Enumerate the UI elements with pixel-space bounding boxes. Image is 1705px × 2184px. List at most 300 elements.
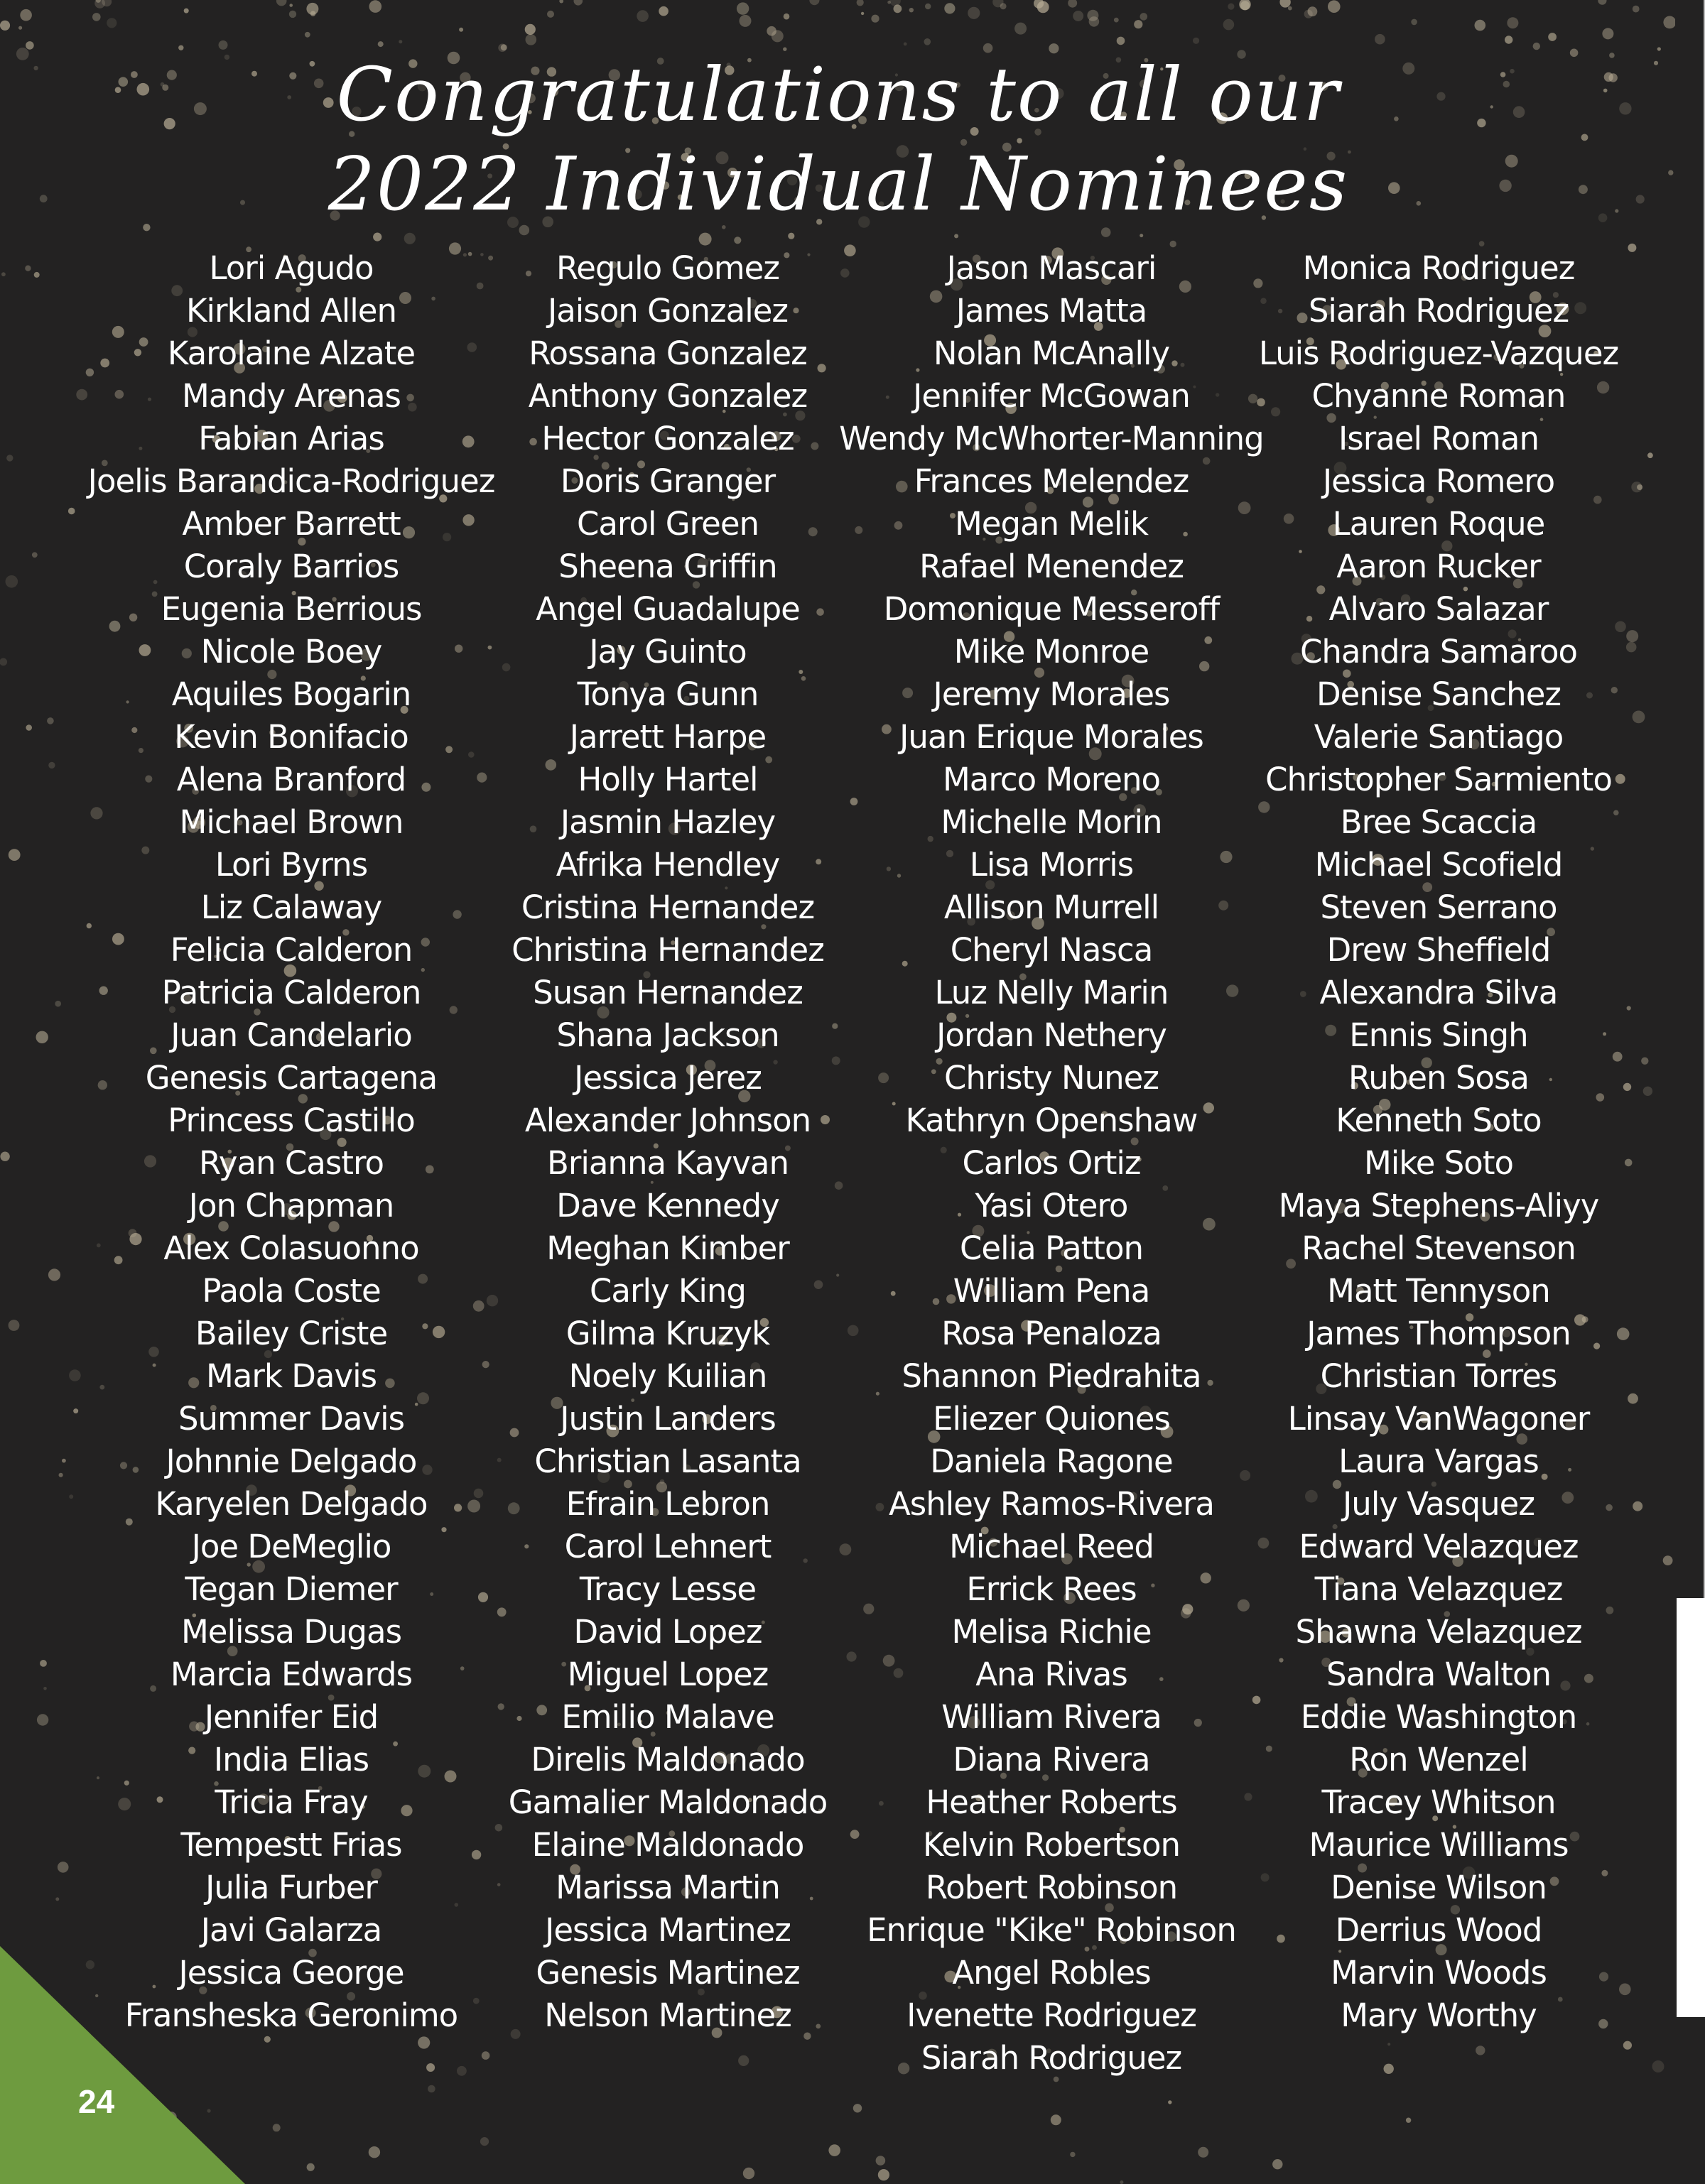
nominee-name: Javi Galarza [200,1911,382,1949]
sparkle-dot [1114,18,1119,23]
nominee-name: Mark Davis [205,1357,377,1395]
nominee-name: Aquiles Bogarin [171,675,411,713]
sparkle-dot [482,2051,490,2060]
nominee-name: Patricia Calderon [161,974,421,1011]
nominee-name: Marco Moreno [942,761,1161,798]
nominee-name: Israel Roman [1338,420,1539,457]
sparkle-dot [107,18,117,28]
nominee-name: Michael Scofield [1314,846,1563,884]
sparkle-dot [184,9,189,13]
nominee-name: Holly Hartel [578,761,758,798]
sparkle-dot [699,233,712,246]
sparkle-dot [1037,1,1049,13]
sparkle-dot [26,41,34,50]
sparkle-dot [1134,20,1142,28]
sparkle-dot [1384,2064,1394,2074]
sparkle-dot [734,237,741,244]
nominee-name: Eugenia Berrious [161,590,422,628]
nominee-name: Lisa Morris [969,846,1134,884]
sparkle-dot [1548,33,1557,41]
nominee-name: Jasmin Hazley [560,803,776,841]
nominee-name: Enrique "Kike" Robinson [867,1911,1236,1949]
nominee-name: William Pena [953,1272,1150,1310]
sparkle-dot [480,2137,489,2146]
sparkle-dot [26,724,32,731]
sparkle-dot [1507,17,1518,28]
sparkle-dot [92,13,101,21]
nominee-name: Ron Wenzel [1349,1741,1528,1778]
sparkle-dot [36,1031,48,1043]
nominee-name: Jessica George [178,1954,404,1992]
nominee-name: Drew Sheffield [1326,931,1551,969]
sparkle-dot [37,1714,48,1725]
sparkle-dot [0,21,10,31]
nominee-name: Anthony Gonzalez [528,377,808,415]
nominee-name: Shannon Piedrahita [902,1357,1201,1395]
sparkle-dot [69,1494,73,1499]
nominee-name: Kathryn Openshaw [905,1102,1198,1139]
sparkle-dot [559,0,563,4]
nominee-name: Heather Roberts [926,1783,1177,1821]
nominee-name: Luis Rodriguez-Vazquez [1258,335,1619,372]
nominee-name: Bree Scaccia [1340,803,1537,841]
sparkle-dot [373,233,381,241]
sparkle-dot [925,4,931,9]
nominee-name: Megan Melik [954,505,1149,543]
sparkle-dot [954,234,958,238]
sparkle-dot [369,0,382,13]
nominee-name: Ashley Ramos-Rivera [889,1485,1214,1523]
nominee-name: Juan Erique Morales [899,718,1203,756]
nominee-name: Marcia Edwards [170,1656,413,1693]
nominee-name: Jason Mascari [946,249,1157,287]
nominee-name: Jon Chapman [188,1187,394,1224]
sparkle-dot [289,4,293,7]
sparkle-dot [887,1,891,4]
sparkle-dot [944,3,955,13]
sparkle-dot [904,43,907,46]
sparkle-dot [909,8,914,12]
sparkle-dot [574,0,583,6]
sparkle-dot [1479,241,1485,246]
page-edge-dark-top [1675,0,1705,1598]
nominee-name: Joe DeMeglio [191,1528,391,1565]
sparkle-dot [58,1862,69,1873]
nominee-name: Gilma Kruzyk [565,1315,770,1352]
nominee-name: Christian Lasanta [534,1443,801,1480]
nominee-name: Yasi Otero [975,1187,1128,1224]
nominee-name: Ivenette Rodriguez [906,1996,1196,2034]
sparkle-dot [828,2144,840,2156]
nominee-name: Kenneth Soto [1336,1102,1542,1139]
nominee-name: Amber Barrett [182,505,401,543]
sparkle-dot [48,1268,60,1281]
nominee-name: Felicia Calderon [170,931,413,969]
sparkle-dot [861,12,864,15]
nominee-name: Lori Agudo [209,249,374,287]
nominee-name: Derrius Wood [1335,1911,1542,1949]
nominee-name: Frances Melendez [914,462,1189,500]
nominee-name: Tricia Fray [215,1783,368,1821]
sparkle-dot [289,11,296,18]
sparkle-dot [378,41,384,47]
sparkle-dot [737,2,749,14]
sparkle-dot [459,28,463,32]
sparkle-dot [273,2124,281,2131]
page-edge-dark-bottom [1677,2017,1705,2184]
nominee-name: Tegan Diemer [185,1570,398,1608]
nominee-name: Christian Torres [1320,1357,1557,1395]
nominee-name: Elaine Maldonado [531,1826,804,1864]
sparkle-dot [1068,0,1077,8]
nominee-name: Christy Nunez [944,1059,1159,1097]
sparkle-dot [1140,13,1148,21]
sparkle-dot [1101,227,1111,237]
nominee-name: Valerie Santiago [1314,718,1564,756]
nominee-column-3 [835,247,1268,2080]
sparkle-dot [369,2146,380,2158]
nominee-name: William Rivera [941,1698,1162,1736]
sparkle-dot [276,0,287,6]
nominee-name: Carol Green [576,505,759,543]
nominee-name: Joelis Barandica-Rodriguez [87,462,495,500]
nominee-name: Tracy Lesse [579,1570,757,1608]
sparkle-dot [59,1473,63,1477]
nominee-name: Regulo Gomez [556,249,779,287]
sparkle-dot [784,13,790,20]
sparkle-dot [1014,23,1027,35]
sparkle-dot [219,40,228,50]
nominee-name: Genesis Martinez [536,1954,800,1992]
nominee-name: Jennifer Eid [204,1698,379,1736]
nominee-name: Meghan Kimber [546,1229,789,1267]
nominee-name: Mike Soto [1363,1144,1514,1182]
nominee-name: Susan Hernandez [533,974,803,1011]
sparkle-dot [853,2104,862,2112]
nominee-name: Angel Robles [952,1954,1151,1992]
sparkle-dot [0,658,7,666]
nominee-name: Domonique Messeroff [883,590,1220,628]
nominee-name: Karyelen Delgado [155,1485,428,1523]
nominee-name: Jordan Nethery [936,1016,1167,1054]
sparkle-dot [1168,2100,1171,2104]
sparkle-dot [55,1001,61,1007]
nominee-name: Diana Rivera [953,1741,1150,1778]
sparkle-dot [1505,36,1512,43]
sparkle-dot [62,1459,66,1463]
sparkle-dot [94,0,105,9]
sparkle-dot [40,1660,47,1667]
sparkle-dot [1193,38,1199,44]
nominee-name: Ana Rivas [975,1656,1127,1693]
sparkle-dot [1663,1555,1673,1565]
nominee-name: Paola Coste [202,1272,381,1310]
nominee-name: Sandra Walton [1326,1656,1551,1693]
sparkle-dot [9,849,21,861]
sparkle-dot [1198,2147,1208,2158]
green-corner-triangle [0,1946,245,2184]
nominee-name: Karolaine Alzate [167,335,416,372]
nominee-column-2 [455,247,881,2037]
sparkle-dot [305,32,310,38]
sparkle-dot [306,3,318,15]
sparkle-dot [1598,0,1606,5]
nominee-name: James Matta [956,292,1147,330]
sparkle-dot [526,34,537,45]
nominee-name: Lori Byrns [215,846,368,884]
nominee-name: Marissa Martin [556,1869,780,1906]
sparkle-dot [426,2063,435,2072]
title-line-1: Congratulations to all our [336,51,1341,138]
sparkle-dot [1476,2046,1485,2055]
sparkle-dot [1633,6,1640,13]
sparkle-dot [743,2168,754,2179]
nominee-name: Shana Jackson [556,1016,779,1054]
nominee-name: Tempestt Frias [180,1826,402,1864]
nominee-name: Carly King [589,1272,747,1310]
nominee-name: Edward Velazquez [1299,1528,1579,1565]
nominee-name: Nelson Martinez [544,1996,791,2034]
nominee-name: Jessica Jerez [574,1059,762,1097]
nominee-name: Doris Granger [560,462,776,500]
nominee-name: Kirkland Allen [185,292,397,330]
nominee-name: Siarah Rodriguez [1308,292,1569,330]
sparkle-dot [1663,16,1676,29]
nominee-name: Jaison Gonzalez [547,292,789,330]
nominee-name: Nolan McAnally [933,335,1170,372]
nominee-name: Ruben Sosa [1348,1059,1529,1097]
sparkle-dot [924,38,931,45]
sparkle-dot [968,7,980,19]
nominee-name: Fransheska Geronimo [124,1996,458,2034]
sparkle-dot [1089,16,1100,27]
sparkle-dot [1279,0,1290,8]
sparkle-dot [1375,34,1385,45]
sparkle-dot [1411,19,1417,26]
title-line-2: 2022 Individual Nominees [328,141,1349,227]
sparkle-dot [55,1897,59,1901]
sparkle-dot [6,455,13,461]
sparkle-dot [1406,2118,1411,2123]
nominee-name: Bailey Criste [195,1315,388,1352]
nominee-name: Siarah Rodriguez [921,2039,1182,2077]
nominee-column-4 [1225,247,1652,2037]
nominee-name: Alexander Johnson [524,1102,811,1139]
nominee-name: Tonya Gunn [577,675,759,713]
sparkle-dot [1051,2114,1061,2125]
nominee-name: Rossana Gonzalez [529,335,807,372]
nominee-name: Maya Stephens-Aliyy [1278,1187,1599,1224]
nominee-name: Rafael Menendez [919,548,1184,585]
sparkle-dot [1475,20,1486,31]
nominee-name: Chyanne Roman [1311,377,1566,415]
nominee-name: Juan Candelario [170,1016,412,1054]
nominee-name: Michelle Morin [941,803,1162,841]
nominee-name: Hector Gonzalez [541,420,794,457]
sparkle-dot [20,9,32,21]
nominee-name: Gamalier Maldonado [508,1783,828,1821]
sparkle-dot [1387,2043,1390,2046]
sparkle-dot [457,2066,467,2076]
nominee-name: Justin Landers [560,1400,776,1438]
sparkle-dot [1304,10,1313,18]
sparkle-dot [1533,43,1540,50]
nominee-name: Jessica Romero [1322,462,1555,500]
nominee-name: Cheryl Nasca [950,931,1153,969]
sparkle-dot [9,1320,20,1331]
sparkle-dot [871,15,879,23]
nominee-name: Mandy Arenas [182,377,401,415]
nominee-name: Efrain Lebron [565,1485,770,1523]
nominee-name: Christina Hernandez [512,931,824,969]
sparkle-dot [0,1152,9,1161]
nominee-name: Daniela Ragone [930,1443,1173,1480]
sparkle-dot [1288,6,1292,11]
sparkle-dot [32,552,38,558]
nominee-name: Miguel Lopez [567,1656,769,1693]
nominee-name: Coraly Barrios [183,548,399,585]
nominee-name: Steven Serrano [1320,889,1557,926]
nominee-name: Aaron Rucker [1336,548,1541,585]
nominee-name: Alena Branford [176,761,406,798]
nominee-name: Alex Colasuonno [163,1229,419,1267]
sparkle-dot [18,26,22,30]
page-number: 24 [78,2083,115,2120]
sparkle-dot [1,272,6,276]
nominee-name: Kelvin Robertson [922,1826,1181,1864]
nominee-name: Alexandra Silva [1319,974,1558,1011]
nominee-name: David Lopez [573,1613,762,1651]
nominee-name: Emilio Malave [561,1698,774,1736]
nominee-name: Dave Kennedy [556,1187,779,1224]
sparkle-dot [547,11,554,18]
nominee-name: Fabian Arias [198,420,384,457]
nominee-name: Direlis Maldonado [531,1741,805,1778]
nominee-name: Jay Guinto [589,633,747,670]
sparkle-dot [418,2036,430,2048]
nominee-name: Linsay VanWagoner [1287,1400,1590,1438]
nominee-name: Lauren Roque [1332,505,1545,543]
nominee-name: Rachel Stevenson [1301,1229,1576,1267]
nominee-name: Maurice Williams [1309,1826,1569,1864]
sparkle-dot [264,2036,271,2043]
nominee-name: Alvaro Salazar [1328,590,1549,628]
sparkle-dot [25,266,31,271]
sparkle-dot [767,26,776,36]
sparkle-dot [428,2085,435,2093]
nominee-name: Errick Rees [966,1570,1137,1608]
nominee-name: Luz Nelly Marin [934,974,1169,1011]
sparkle-dot [1602,28,1613,39]
sparkle-dot [876,2156,886,2166]
sparkle-dot [1272,2159,1282,2169]
sparkle-dot [1240,1,1250,10]
sparkle-dot [738,2055,749,2066]
nominee-name: India Elias [213,1741,369,1778]
nominee-name: Allison Murrell [943,889,1159,926]
nominee-name: Sheena Griffin [558,548,777,585]
nominee-name: Princess Castillo [168,1102,415,1139]
sparkle-dot [48,762,55,768]
nominee-name: Chandra Samaroo [1299,633,1578,670]
nominee-name: Julia Furber [205,1869,377,1906]
nominee-name: Angel Guadalupe [536,590,800,628]
sparkle-dot [1120,2180,1123,2184]
sparkle-dot [1652,2060,1665,2072]
sparkle-dot [399,40,402,43]
nominee-name: Carol Lehnert [564,1528,772,1565]
nominee-name: Melissa Dugas [180,1613,402,1651]
sparkle-dot [404,233,416,244]
page-title [0,50,1677,229]
nominee-name: Celia Patton [959,1229,1144,1267]
nominee-name: Liz Calaway [200,889,382,926]
sparkle-dot [857,0,864,6]
nominee-name: Cristina Hernandez [521,889,815,926]
nominee-name: Matt Tennyson [1327,1272,1550,1310]
sparkle-dot [1140,234,1143,237]
sparkle-dot [34,272,40,278]
nominee-name: Laura Vargas [1338,1443,1539,1480]
nominee-name: Tiana Velazquez [1314,1570,1563,1608]
sparkle-dot [1170,241,1176,247]
nominee-name: Michael Brown [179,803,404,841]
nominee-name: Kevin Bonifacio [174,718,408,756]
nominee-name: Denise Wilson [1331,1869,1547,1906]
sparkle-dot [47,717,54,724]
nominee-name: Eddie Washington [1300,1698,1577,1736]
nominee-name: James Thompson [1306,1315,1571,1352]
sparkle-dot [68,508,75,515]
nominee-name: Mike Monroe [953,633,1149,670]
nominee-name: Christopher Sarmiento [1265,761,1612,798]
nominee-name: Jarrett Harpe [569,718,767,756]
sparkle-dot [878,2169,889,2180]
sparkle-dot [5,575,18,588]
nominee-name: Denise Sanchez [1316,675,1561,713]
nominee-name: Tracey Whitson [1321,1783,1556,1821]
nominee-name: Melisa Richie [951,1613,1152,1651]
nominee-name: Rosa Penaloza [941,1315,1162,1352]
nominee-name: Wendy McWhorter-Manning [839,420,1264,457]
nominee-name: Mary Worthy [1341,1996,1537,2034]
nominee-name: Johnnie Delgado [166,1443,417,1480]
nominee-name: Robert Robinson [925,1869,1178,1906]
nominee-name: July Vasquez [1343,1485,1534,1523]
sparkle-dot [788,233,794,239]
nominee-name: Jennifer McGowan [913,377,1190,415]
nominee-name: Jeremy Morales [933,675,1170,713]
nominee-name: Ennis Singh [1349,1016,1528,1054]
sparkle-dot [1070,2152,1075,2157]
nominee-name: Marvin Woods [1331,1954,1547,1992]
nominee-column-1 [78,247,504,2037]
sparkle-dot [43,1687,47,1690]
sparkle-dot [809,0,819,5]
nominee-name: Eliezer Quiones [933,1400,1170,1438]
sparkle-dot [740,15,752,27]
sparkle-dot [1328,0,1341,13]
nominee-name: Brianna Kayvan [546,1144,789,1182]
nominee-name: Afrika Hendley [556,846,780,884]
nominee-name: Shawna Velazquez [1295,1613,1582,1651]
nominee-name: Michael Reed [949,1528,1154,1565]
nominee-name: Ryan Castro [199,1144,384,1182]
nominee-name: Jessica Martinez [545,1911,791,1949]
sparkle-dot [1073,11,1083,21]
sparkle-dot [307,2163,315,2171]
sparkle-dot [1623,2041,1632,2050]
